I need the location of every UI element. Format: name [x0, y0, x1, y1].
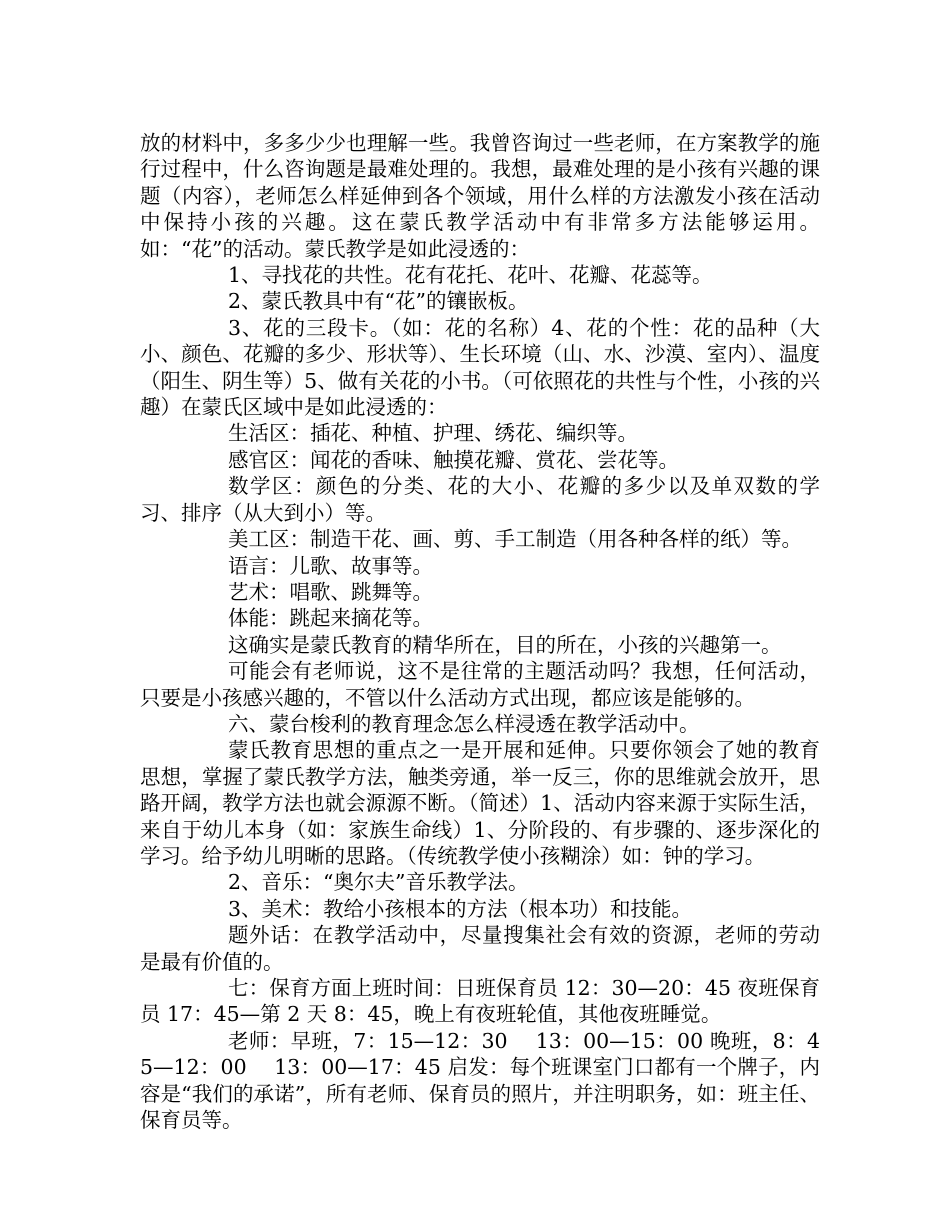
- paragraph: 3、美术：教给小孩根本的方法（根本功）和技能。: [228, 896, 693, 921]
- paragraph: 语言：儿歌、故事等。: [228, 553, 433, 578]
- paragraph: 生活区：插花、种植、护理、绣花、编织等。: [228, 421, 638, 446]
- paragraph: 这确实是蒙氏教育的精华所在，目的所在，小孩的兴趣第一。: [228, 632, 782, 657]
- paragraph: 放的材料中，多多少少也理解一些。我曾咨询过一些老师，在方案教学的施行过程中，什么咨询题是最难处理的。我想，最难处理的是小孩有兴趣的课题（内容），老师怎么样延伸到各个领域，用什么样的方法激发小孩在活动中保持小孩的兴趣。这在蒙氏教学活动中有非常多方法能够运用。如：“花”的活动。蒙氏教学是如此浸透的：: [140, 131, 820, 261]
- paragraph: 2、蒙氏教具中有“花”的镶嵌板。: [228, 289, 529, 314]
- paragraph: 感官区：闻花的香味、触摸花瓣、赏花、尝花等。: [228, 447, 679, 472]
- section-heading: 六、蒙台梭利的教育理念怎么样浸透在教学活动中。: [228, 711, 700, 736]
- paragraph: 蒙氏教育思想的重点之一是开展和延伸。只要你领会了她的教育思想，掌握了蒙氏教学方法，触类旁通，举一反三，你的思维就会放开，思路开阔，教学方法也就会源源不断。（简述）1、活动内容来源于实际生活，来自于幼儿本身（如：家族生命线）1、分阶段的、有步骤的、逐步深化的学习。给予幼儿明晰的思路。（传统教学使小孩糊涂）如：钟的学习。: [140, 738, 820, 868]
- paragraph: 老师：早班，7：15—12：30 13：00—15：00 晚班，8：45—12：00 13：00—17：45 启发：每个班课室门口都有一个牌子，内容是“我们的承诺”，所有老师、保育员的照片，并注明职务，如：班主任、保育员等。: [140, 1028, 820, 1133]
- paragraph: 3、花的三段卡。（如：花的名称）4、花的个性：花的品种（大小、颜色、花瓣的多少、形状等）、生长环境（山、水、沙漠、室内）、温度（阳生、阴生等）5、做有关花的小书。（可依照花的共性与个性，小孩的兴趣）在蒙氏区域中是如此浸透的：: [140, 315, 820, 420]
- paragraph: 题外话：在教学活动中，尽量搜集社会有效的资源，老师的劳动是最有价值的。: [140, 923, 820, 974]
- document-page: [140, 130, 820, 1133]
- paragraph: 美工区：制造干花、画、剪、手工制造（用各种各样的纸）等。: [228, 527, 802, 552]
- paragraph: 数学区：颜色的分类、花的大小、花瓣的多少以及单双数的学习、排序（从大到小）等。: [140, 474, 820, 525]
- paragraph: 艺术：唱歌、跳舞等。: [228, 579, 433, 604]
- paragraph: 1、寻找花的共性。花有花托、花叶、花瓣、花蕊等。: [228, 263, 713, 288]
- paragraph: 体能：跳起来摘花等。: [228, 606, 433, 631]
- section-heading: 七：保育方面上班时间：日班保育员 12：30—20：45 夜班保育员 17：45—第 2 天 8：45，晚上有夜班轮值，其他夜班睡觉。: [140, 976, 820, 1027]
- paragraph: 可能会有老师说，这不是往常的主题活动吗？我想，任何活动，只要是小孩感兴趣的，不管以什么活动方式出现，都应该是能够的。: [140, 659, 820, 710]
- paragraph: 2、音乐：“奥尔夫”音乐教学法。: [228, 870, 529, 895]
